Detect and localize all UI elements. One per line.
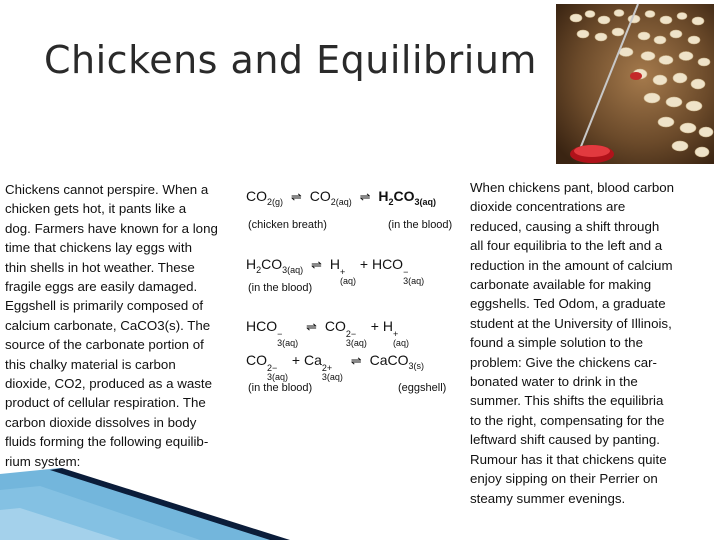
text-line: fragile eggs are easily damaged.	[5, 279, 198, 295]
eq2-lhs: H	[246, 256, 257, 272]
eq3-p2-sup: +	[392, 329, 399, 339]
text-line: reduction in the amount of calcium	[470, 257, 673, 273]
equilibrium-arrow-icon: ⇌	[311, 257, 322, 272]
eq3-plus: +	[370, 318, 379, 334]
text-line: carbon dioxide dissolves in body	[5, 414, 197, 430]
text-line: steamy summer evenings.	[470, 490, 626, 506]
text-line: Chickens cannot perspire. When a	[5, 182, 209, 197]
text-line: carbonate available for making	[470, 277, 652, 293]
eq4-p1-sup: 2+	[321, 363, 333, 373]
eq1-rhs-sub2: 3(aq)	[414, 196, 437, 207]
eq2-p2-sub: 3(aq)	[403, 276, 425, 286]
text-line: When chickens pant, blood carbon	[470, 180, 675, 195]
text-line: fluids forming the following equilib-	[5, 434, 209, 450]
eq2-p1-sub: (aq)	[339, 276, 356, 286]
eq3-lhs: HCO	[246, 318, 278, 334]
slide-title: Chickens and Equilibrium	[44, 38, 537, 82]
text-line: thin shells in hot weather. These	[5, 259, 195, 275]
eq3-p1: CO	[324, 318, 346, 334]
eq3-lhs-sub: 3(aq)	[277, 338, 299, 348]
eq2-plus: +	[359, 256, 369, 272]
eq3-p2: H	[382, 318, 393, 334]
text-line: Eggshell is primarily composed of	[5, 298, 204, 314]
eq2-p1-sup: +	[339, 267, 346, 277]
eq4-note-left: (in the blood)	[248, 382, 313, 394]
eq1-rhs2: CO	[393, 188, 415, 204]
chickens-photo	[556, 4, 714, 164]
eq4-plus: +	[291, 352, 301, 368]
eq1-note-left: (chicken breath)	[248, 219, 327, 231]
eq2-p2: HCO	[371, 256, 404, 272]
eq4-p1: Ca	[303, 352, 322, 368]
text-line: reduced, causing a shift through	[470, 218, 660, 234]
eq2-lhs-sub1: 2	[256, 264, 262, 275]
eq2-p1: H	[329, 256, 340, 272]
right-text-column	[470, 178, 714, 508]
text-line: problem: Give the chickens car-	[470, 354, 657, 370]
eq1-note-right: (in the blood)	[388, 219, 453, 231]
text-line: rium system:	[5, 453, 81, 469]
text-line: source of the carbonate portion of	[5, 337, 204, 353]
equilibrium-arrow-icon: ⇌	[350, 353, 362, 368]
eq4-lhs: CO	[246, 352, 267, 368]
eq1-mid: CO	[309, 188, 331, 204]
text-line: chicken gets hot, it pants like a	[5, 201, 187, 217]
text-line: product of cellular respiration. The	[5, 395, 206, 411]
text-line: enjoy sipping on their Perrier on	[470, 471, 658, 487]
eq4-lhs-sup: 2−	[267, 363, 278, 373]
text-line: Rumour has it that chickens quite	[470, 451, 667, 467]
eq1-rhs: H	[378, 188, 389, 204]
eq2-note-left: (in the blood)	[248, 282, 313, 294]
eq4-lhs-sub: 3(aq)	[267, 372, 289, 382]
text-line: time that chickens lay eggs with	[5, 240, 192, 256]
eq2-lhs-sub2: 3(aq)	[282, 264, 304, 275]
text-line: dog. Farmers have known for a long	[5, 220, 218, 236]
text-line: found a simple solution to the	[470, 335, 643, 351]
eq2-lhs2: CO	[261, 256, 283, 272]
eq3-p1-sup: 2−	[345, 329, 357, 339]
equation-4	[246, 352, 424, 382]
eq3-p2-sub: (aq)	[392, 338, 409, 348]
text-line: dioxide, CO2, produced as a waste	[5, 376, 212, 392]
eq1-lhs: CO	[246, 188, 267, 204]
text-line: all four equilibria to the left and a	[470, 238, 663, 254]
equilibrium-arrow-icon: ⇌	[290, 189, 302, 204]
text-line: leftward shift caused by panting.	[470, 432, 660, 448]
eq1-rhs-sub1: 2	[388, 196, 394, 207]
equation-1	[246, 188, 436, 207]
equilibrium-arrow-icon: ⇌	[359, 189, 371, 204]
eq4-rhs: CaCO	[369, 352, 409, 368]
eq4-rhs-sub: 3(s)	[408, 360, 424, 371]
text-line: this chalky material is carbon	[5, 356, 176, 372]
eq4-p1-sub: 3(aq)	[321, 372, 343, 382]
eq3-lhs-sup: −	[277, 329, 283, 339]
text-line: dioxide concentrations are	[470, 199, 626, 215]
text-line: summer. This shifts the equilibria	[470, 393, 664, 409]
text-line: calcium carbonate, CaCO3(s). The	[5, 317, 211, 333]
eq1-mid-sub: 2(aq)	[330, 196, 352, 207]
equation-3	[246, 318, 409, 348]
eq1-lhs-sub: 2(g)	[267, 196, 284, 207]
text-line: to the right, compensating for the	[470, 412, 665, 428]
text-line: bonated water to drink in the	[470, 374, 638, 390]
text-line: eggshells. Ted Odom, a graduate	[470, 296, 666, 312]
eq3-p1-sub: 3(aq)	[345, 338, 367, 348]
slide-decoration	[0, 460, 720, 540]
text-line: student at the University of Illinois,	[470, 315, 672, 331]
eq2-p2-sup: −	[403, 267, 409, 277]
eq4-note-right: (eggshell)	[398, 382, 447, 394]
equilibrium-arrow-icon: ⇌	[306, 319, 317, 334]
left-text-column	[5, 180, 242, 471]
